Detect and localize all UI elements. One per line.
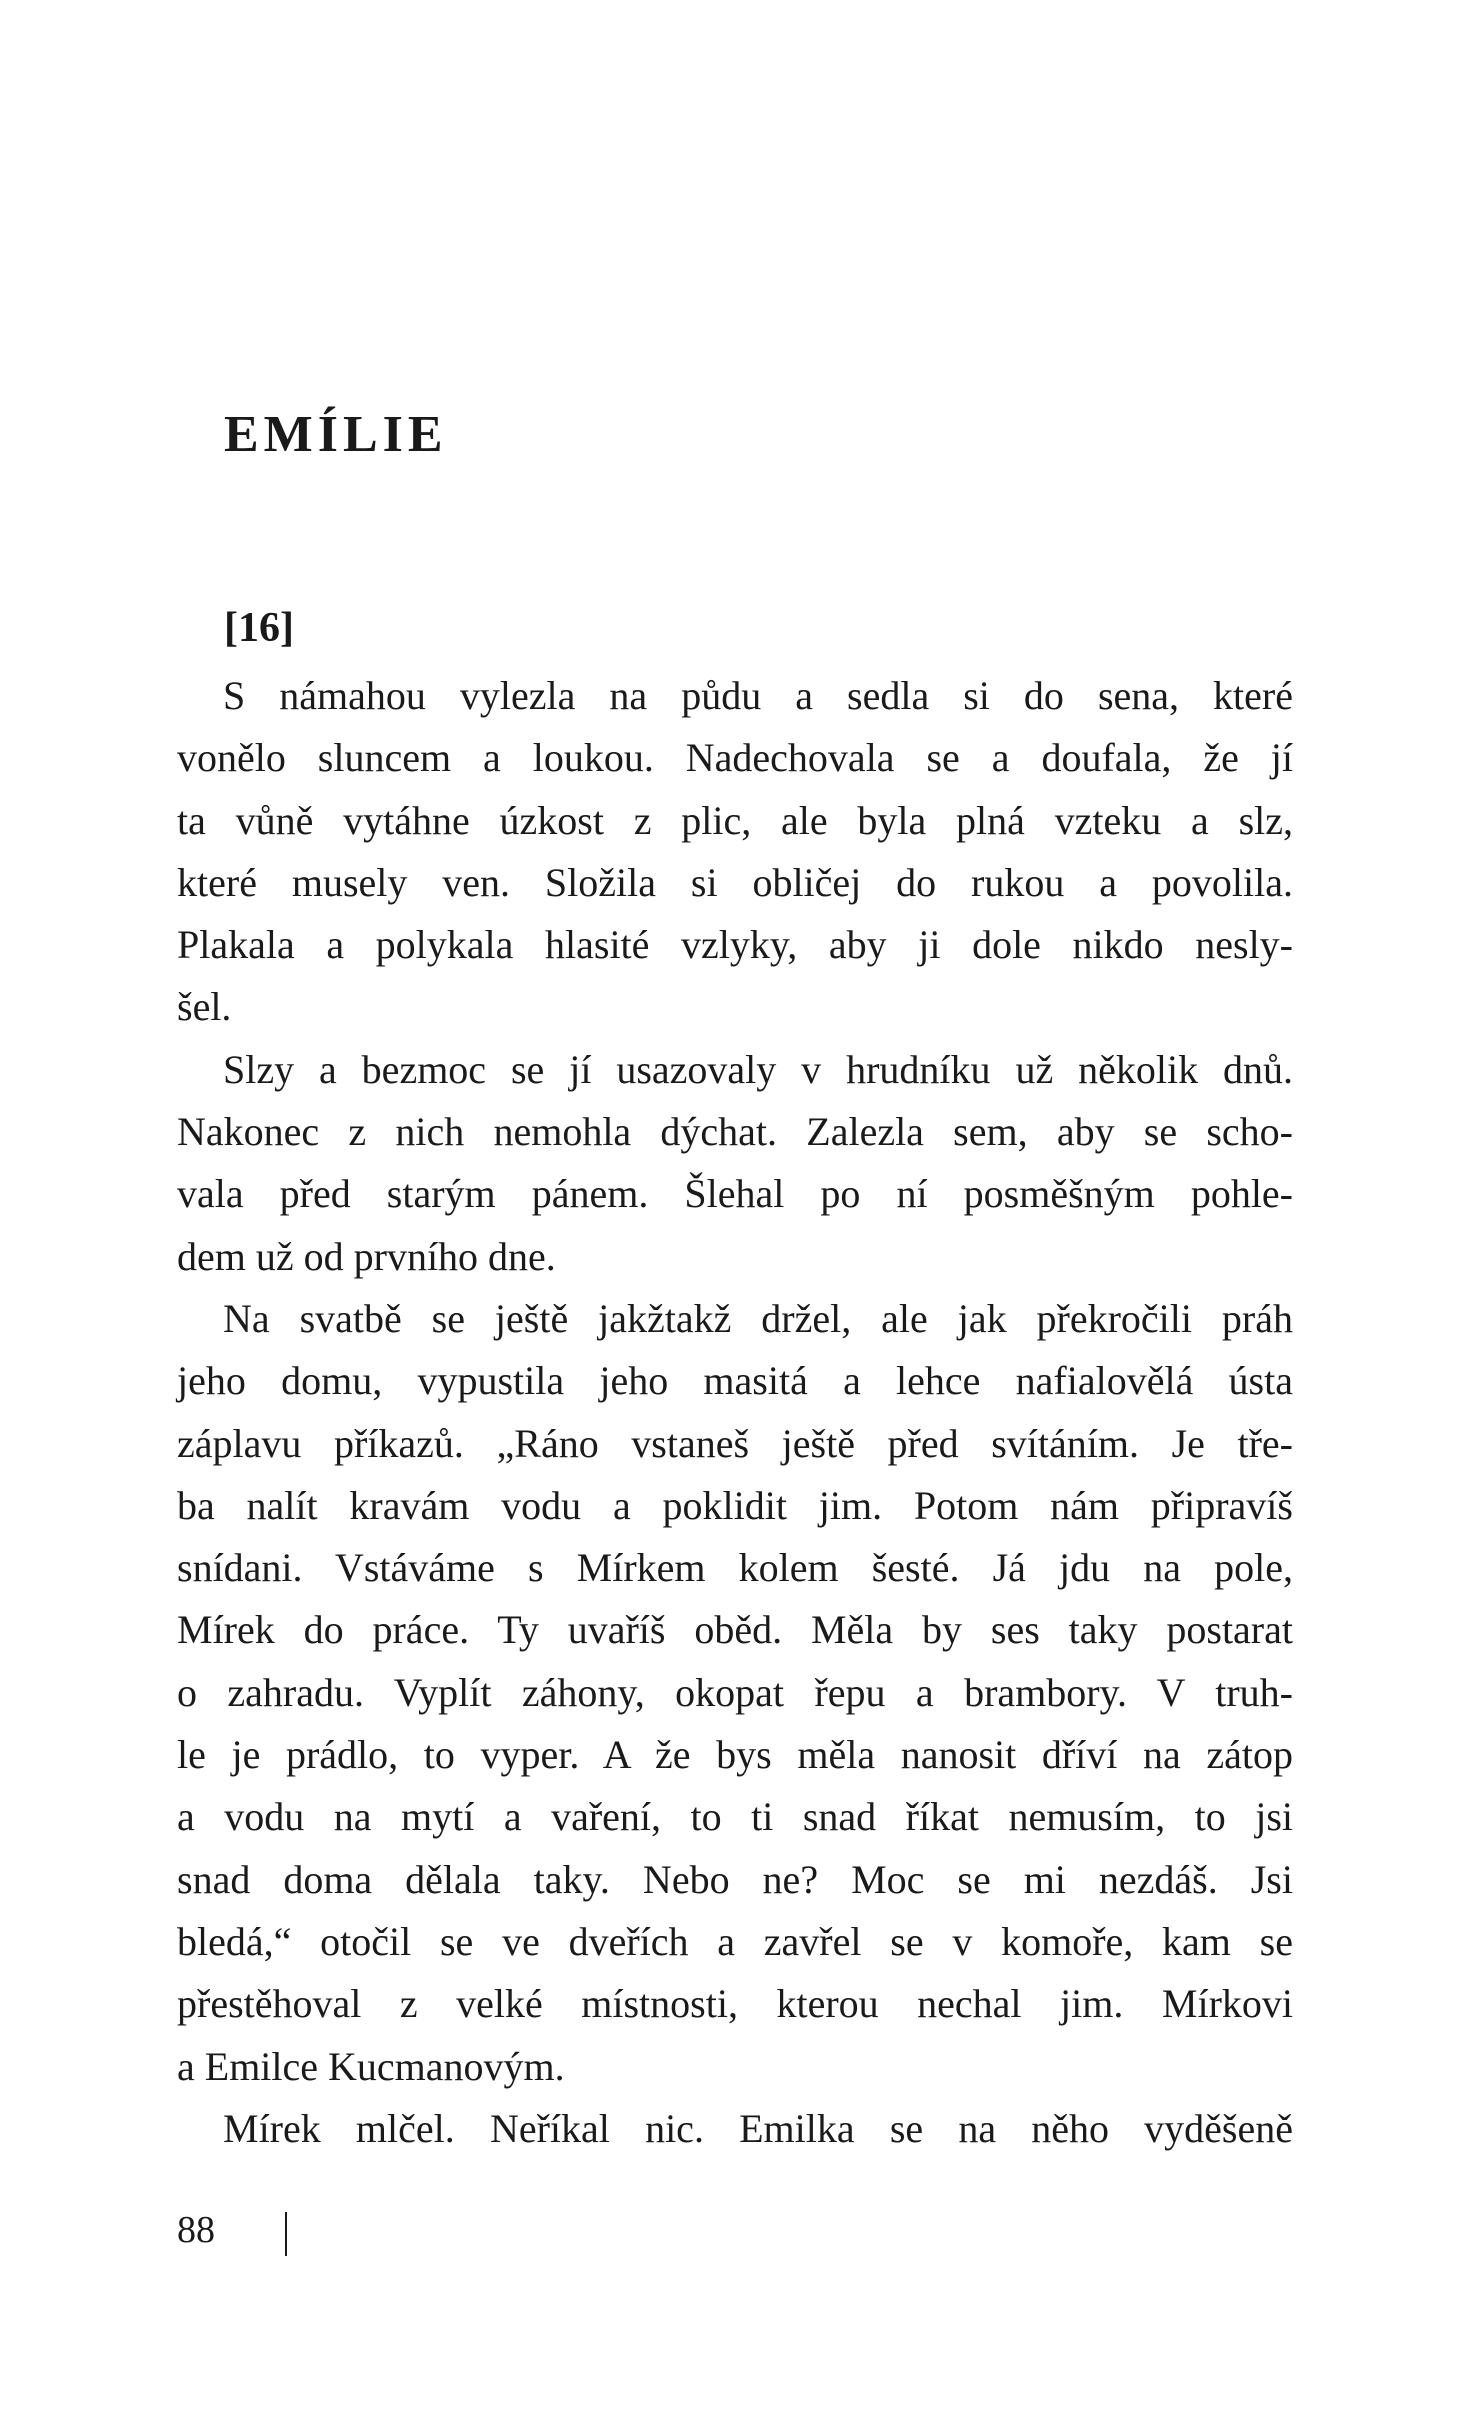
- text-line: přestěhoval z velké místnosti, kterou nechal jim. Mírkovi: [177, 1981, 1293, 2027]
- text-line: vonělo sluncem a loukou. Nadechovala se a doufala, že jí: [177, 735, 1293, 781]
- text-line: Na svatbě se ještě jakžtakž držel, ale jak překročili práh: [223, 1295, 1293, 1341]
- text-line: šel.: [177, 984, 232, 1030]
- section-number: [16]: [224, 605, 294, 651]
- text-line: Slzy a bezmoc se jí usazovaly v hrudníku už několik dnů.: [223, 1046, 1293, 1092]
- text-line: le je prádlo, to vyper. A že bys měla nanosit dříví na zátop: [177, 1732, 1293, 1778]
- text-line: Plakala a polykala hlasité vzlyky, aby ji dole nikdo nesly-: [177, 922, 1293, 968]
- text-line: vala před starým pánem. Šlehal po ní posměšným pohle-: [177, 1171, 1293, 1217]
- text-line: a vodu na mytí a vaření, to ti snad říkat nemusím, to jsi: [177, 1794, 1293, 1840]
- text-line: dem už od prvního dne.: [177, 1233, 556, 1279]
- body-text: [177, 665, 1293, 2160]
- text-line: a Emilce Kucmanovým.: [177, 2043, 565, 2089]
- text-line: ta vůně vytáhne úzkost z plic, ale byla plná vzteku a slz,: [177, 797, 1293, 843]
- text-line: Mírek mlčel. Neříkal nic. Emilka se na něho vyděšeně: [223, 2105, 1293, 2151]
- text-line: jeho domu, vypustila jeho masitá a lehce nafialovělá ústa: [177, 1358, 1293, 1404]
- text-line: Mírek do práce. Ty uvaříš oběd. Měla by ses taky postarat: [177, 1607, 1293, 1653]
- text-line: S námahou vylezla na půdu a sedla si do sena, které: [223, 673, 1293, 718]
- page-number: 88: [177, 2209, 215, 2251]
- text-line: záplavu příkazů. „Ráno vstaneš ještě před svítáním. Je tře-: [177, 1420, 1293, 1466]
- text-line: které musely ven. Složila si obličej do rukou a povolila.: [177, 859, 1293, 905]
- footer-divider: [285, 2212, 287, 2256]
- text-line: snídani. Vstáváme s Mírkem kolem šesté. Já jdu na pole,: [177, 1545, 1293, 1591]
- text-line: ba nalít kravám vodu a poklidit jim. Potom nám připravíš: [177, 1482, 1293, 1528]
- text-line: Nakonec z nich nemohla dýchat. Zalezla sem, aby se scho-: [177, 1109, 1293, 1155]
- chapter-title: EMÍLIE: [224, 406, 448, 463]
- text-line: o zahradu. Vyplít záhony, okopat řepu a brambory. V truh-: [177, 1669, 1293, 1715]
- text-line: snad doma dělala taky. Nebo ne? Moc se mi nezdáš. Jsi: [177, 1856, 1293, 1902]
- text-line: bledá,“ otočil se ve dveřích a zavřel se v komoře, kam se: [177, 1918, 1293, 1964]
